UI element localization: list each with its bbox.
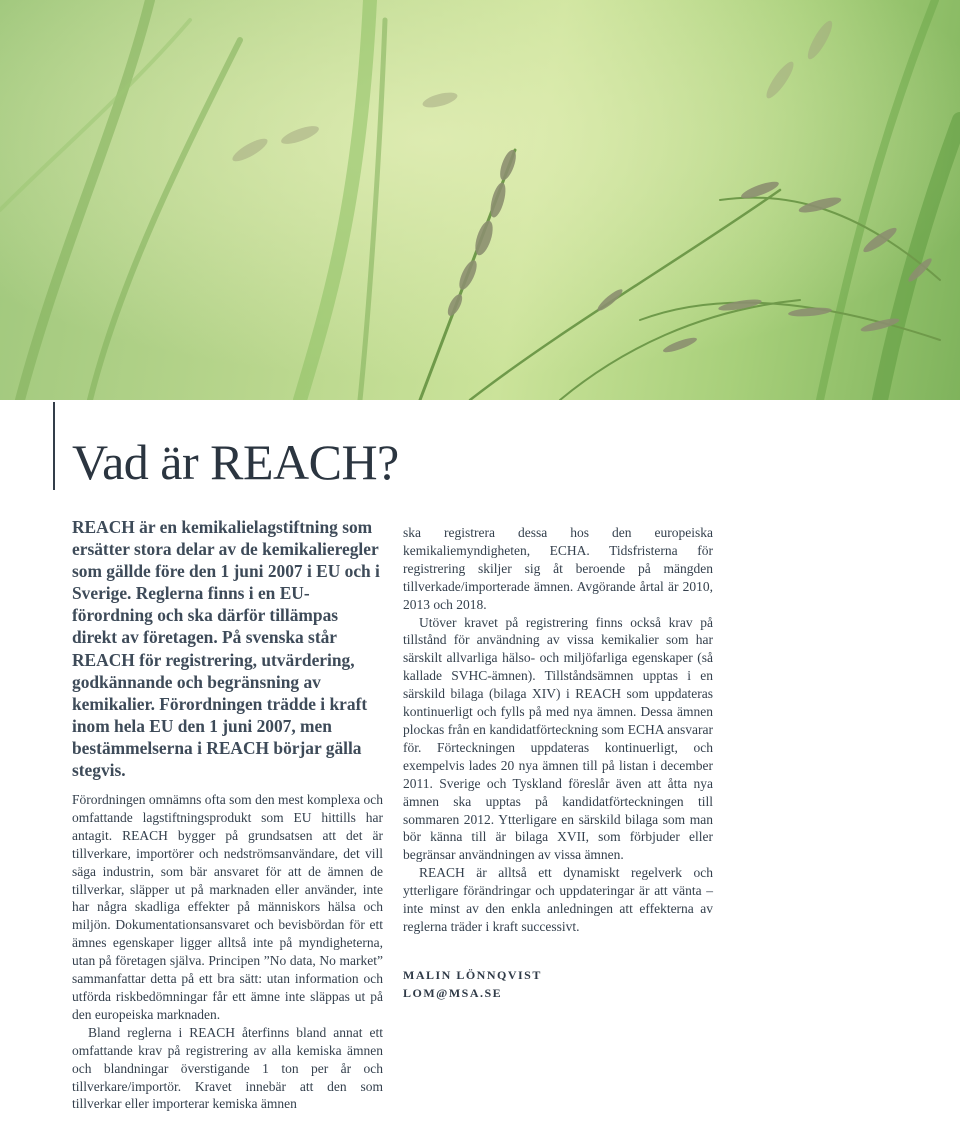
body-paragraph: ska registrera dessa hos den europeiska kemikaliemyndigheten, ECHA. Tidsfristerna för registrering skiljer sig åt beroende på mängden tillverkade/importerade ämnen. Avgörande årtal är 2010, 2013 och 2018. [403, 525, 713, 612]
author-signature [403, 966, 542, 1002]
page-title: Vad är REACH? [72, 434, 399, 490]
body-column-left [72, 791, 383, 1113]
author-name: MALIN LÖNNQVIST [403, 968, 542, 982]
body-paragraph: Förordningen omnämns ofta som den mest komplexa och omfattande lagstiftningsprodukt som EU hittills har antagit. REACH bygger på grundsatsen att det är tillverkare, importörer och nedströmsanvändare, det vill säga industrin, som bär ansvaret för att de ämnen de tillverkar, släpper ut på marknaden eller använder, inte har några skadliga effekter på människors hälsa och miljön. Dokumentationsansvaret och bevisbördan för ett ämnes egenskaper ligger alltså inte på myndigheterna, utan på företagen själva. Principen ”No data, No market” sammanfattar detta på ett bra sätt: utan information och utförda riskbedömningar får ett ämne inte släppas ut på den europeiska marknaden. [72, 792, 383, 1022]
body-paragraph: REACH är alltså ett dynamiskt regelverk och ytterligare förändringar och uppdateringar är att vänta – inte minst av den enkla anledningen att effekterna av reglerna träder i kraft successivt. [403, 865, 713, 934]
author-email[interactable]: LOM@MSA.SE [403, 986, 503, 1000]
title-rule [53, 402, 55, 490]
lead-paragraph: REACH är en kemikalielagstiftning som ersätter stora delar av de kemikalieregler som gällde före den 1 juni 2007 i EU och i Sverige. Reglerna finns i en EU-förordning och ska därför tillämpas direkt av företagen. På svenska står REACH för registrering, utvärdering, godkännande och begränsning av kemikalier. Förordningen trädde i kraft inom hela EU den 1 juni 2007, men bestämmelserna i REACH börjar gälla stegvis. [72, 517, 380, 781]
grass-photo [0, 0, 960, 400]
body-column-right [403, 524, 713, 936]
body-paragraph: Utöver kravet på registrering finns också krav på tillstånd för användning av vissa kemikalier som har särskilt allvarliga hälso- och miljöfarliga egenskaper (så kallade SVHC-ämnen). Tillståndsämnen upptas i en särskild bilaga (bilaga XIV) i REACH som uppdateras kontinuerligt och fylls på med nya ämnen. Dessa ämnen plockas från en kandidatförteckning som ECHA ansvarar för. Förteckningen uppdateras kontinuerligt, och exempelvis lades 20 nya ämnen till på listan i december 2011. Sverige och Tyskland föreslår även att åtta nya ämnen ska upptas på kandidatförteckningen till sommaren 2012. Ytterligare en särskild bilaga som man bör känna till är bilaga XVII, som förbjuder eller begränsar användningen av vissa ämnen. [403, 614, 713, 863]
grass-illustration [0, 0, 960, 400]
body-paragraph: Bland reglerna i REACH återfinns bland annat ett omfattande krav på registrering av alla kemiska ämnen och blandningar överstigande 1 ton per år och tillverkare/importör. Kravet innebär att den som tillverkar eller importerar kemiska ämnen [72, 1024, 383, 1112]
